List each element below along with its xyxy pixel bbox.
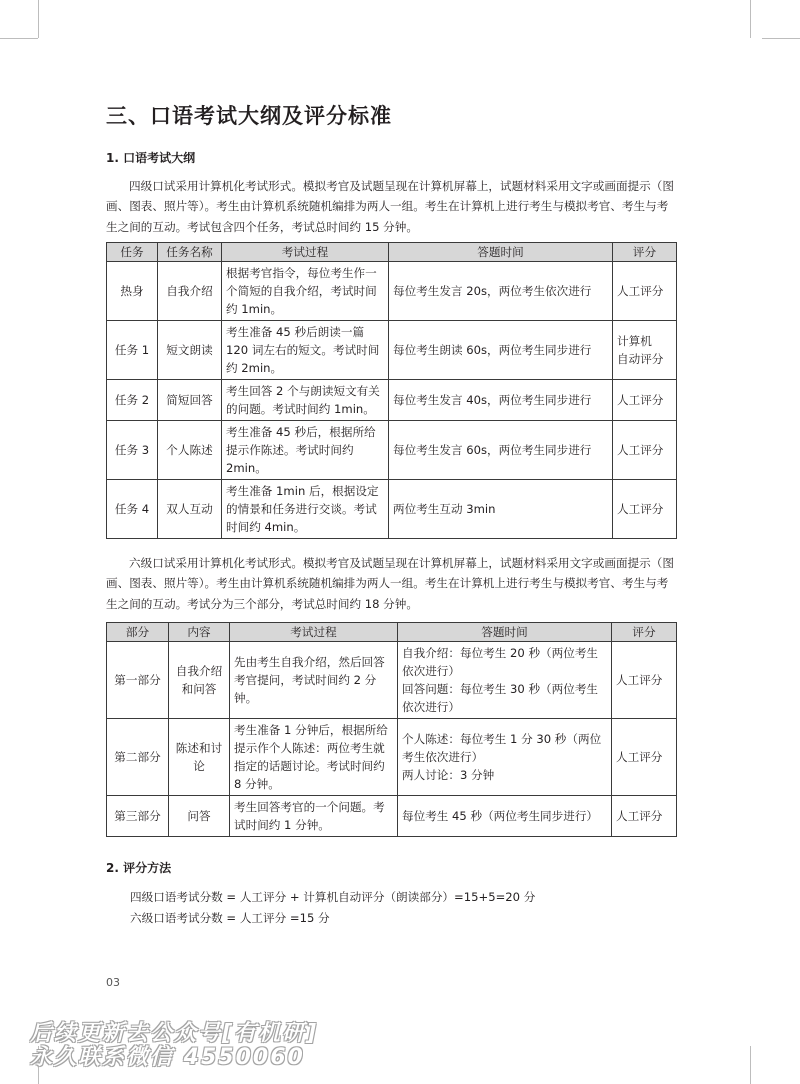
table-row (107, 480, 677, 539)
table-row (107, 421, 677, 480)
header-cell: 答题时间 (398, 623, 612, 642)
table-cell: 每位考生发言 40s，两位考生同步进行 (389, 380, 613, 421)
crop-mark (750, 0, 751, 38)
table-cell: 热身 (107, 262, 158, 321)
table-row (107, 642, 677, 719)
watermark: 后续更新去公众号[有机研] 永久联系微信 4550060 (30, 1021, 319, 1070)
cet4-task-table (106, 242, 677, 539)
table-cell: 考生准备 45 秒后，根据所给提示作陈述。考试时间约 2min。 (222, 421, 389, 480)
table-cell: 人工评分 (613, 262, 677, 321)
table-cell: 陈述和讨论 (169, 719, 230, 796)
table-cell: 人工评分 (612, 642, 677, 719)
table-cell: 问答 (169, 796, 230, 837)
table-cell: 人工评分 (613, 480, 677, 539)
table-cell: 任务 2 (107, 380, 158, 421)
table-row (107, 321, 677, 380)
table-cell: 任务 3 (107, 421, 158, 480)
header-cell: 评分 (613, 243, 677, 262)
table-header-row (107, 623, 677, 642)
header-cell: 考试过程 (230, 623, 398, 642)
subsection-title-syllabus: 1. 口语考试大纲 (106, 151, 196, 165)
table-row (107, 796, 677, 837)
table-cell: 任务 1 (107, 321, 158, 380)
header-cell: 任务名称 (158, 243, 222, 262)
table-cell: 考生回答考官的一个问题。考试时间约 1 分钟。 (230, 796, 398, 837)
table-cell: 自我介绍：每位考生 20 秒（两位考生依次进行） 回答问题：每位考生 30 秒（两位考生依次进行） (398, 642, 612, 719)
table-row (107, 719, 677, 796)
crop-mark (750, 1046, 751, 1084)
table-cell: 第一部分 (107, 642, 169, 719)
table-cell: 简短回答 (158, 380, 222, 421)
header-cell: 评分 (612, 623, 677, 642)
table-cell: 自我介绍 和问答 (169, 642, 230, 719)
crop-mark (0, 38, 38, 39)
page-number: 03 (106, 976, 120, 989)
table-cell: 自我介绍 (158, 262, 222, 321)
table-cell: 计算机 自动评分 (613, 321, 677, 380)
table-row (107, 262, 677, 321)
paragraph-cet4: 四级口试采用计算机化考试形式。模拟考官及试题呈现在计算机屏幕上，试题材料采用文字或画面提示（图画、图表、照片等）。考生由计算机系统随机编排为两人一组。考生在计算机上进行考生与模拟考官、考生与考生之间的互动。考试包含四个任务，考试总时间约 15 分钟。 (106, 179, 674, 234)
header-cell: 内容 (169, 623, 230, 642)
subsection-title-scoring: 2. 评分方法 (106, 861, 172, 875)
cet6-part-table (106, 622, 677, 837)
table-cell: 人工评分 (612, 796, 677, 837)
table-cell: 考生回答 2 个与朗读短文有关的问题。考试时间约 1min。 (222, 380, 389, 421)
table-cell: 每位考生 45 秒（两位考生同步进行） (398, 796, 612, 837)
table-cell: 人工评分 (613, 380, 677, 421)
table-cell: 每位考生发言 20s，两位考生依次进行 (389, 262, 613, 321)
paragraph-cet6: 六级口试采用计算机化考试形式。模拟考官及试题呈现在计算机屏幕上，试题材料采用文字或画面提示（图画、图表、照片等）。考生由计算机系统随机编排为两人一组。考生在计算机上进行考生与模拟考官、考生与考生之间的互动。考试分为三个部分，考试总时间约 18 分钟。 (106, 556, 674, 611)
header-cell: 部分 (107, 623, 169, 642)
crop-mark (762, 38, 800, 39)
table-cell: 每位考生朗读 60s，两位考生同步进行 (389, 321, 613, 380)
table-cell: 根据考官指令，每位考生作一个简短的自我介绍，考试时间约 1min。 (222, 262, 389, 321)
table-header-row (107, 243, 677, 262)
table-cell: 先由考生自我介绍，然后回答考官提问，考试时间约 2 分钟。 (230, 642, 398, 719)
table-cell: 每位考生发言 60s，两位考生同步进行 (389, 421, 613, 480)
header-cell: 答题时间 (389, 243, 613, 262)
table-cell: 第二部分 (107, 719, 169, 796)
table-cell: 个人陈述 (158, 421, 222, 480)
section-title: 三、口语考试大纲及评分标准 (106, 103, 392, 128)
formula-cet4: 四级口语考试分数 = 人工评分 + 计算机自动评分（朗读部分）=15+5=20 分 (130, 890, 536, 904)
header-cell: 任务 (107, 243, 158, 262)
table-cell: 考生准备 45 秒后朗读一篇 120 词左右的短文。考试时间约 2min。 (222, 321, 389, 380)
table-cell: 双人互动 (158, 480, 222, 539)
table-cell: 考生准备 1 分钟后，根据所给提示作个人陈述：两位考生就指定的话题讨论。考试时间约 8 分钟。 (230, 719, 398, 796)
table-cell: 短文朗读 (158, 321, 222, 380)
table-cell: 第三部分 (107, 796, 169, 837)
table-cell: 个人陈述：每位考生 1 分 30 秒（两位考生依次进行） 两人讨论：3 分钟 (398, 719, 612, 796)
table-cell: 两位考生互动 3min (389, 480, 613, 539)
header-cell: 考试过程 (222, 243, 389, 262)
table-cell: 人工评分 (612, 719, 677, 796)
table-row (107, 380, 677, 421)
crop-mark (38, 0, 39, 38)
table-cell: 人工评分 (613, 421, 677, 480)
formula-cet6: 六级口语考试分数 = 人工评分 =15 分 (130, 911, 330, 925)
table-cell: 任务 4 (107, 480, 158, 539)
table-cell: 考生准备 1min 后，根据设定的情景和任务进行交谈。考试时间约 4min。 (222, 480, 389, 539)
